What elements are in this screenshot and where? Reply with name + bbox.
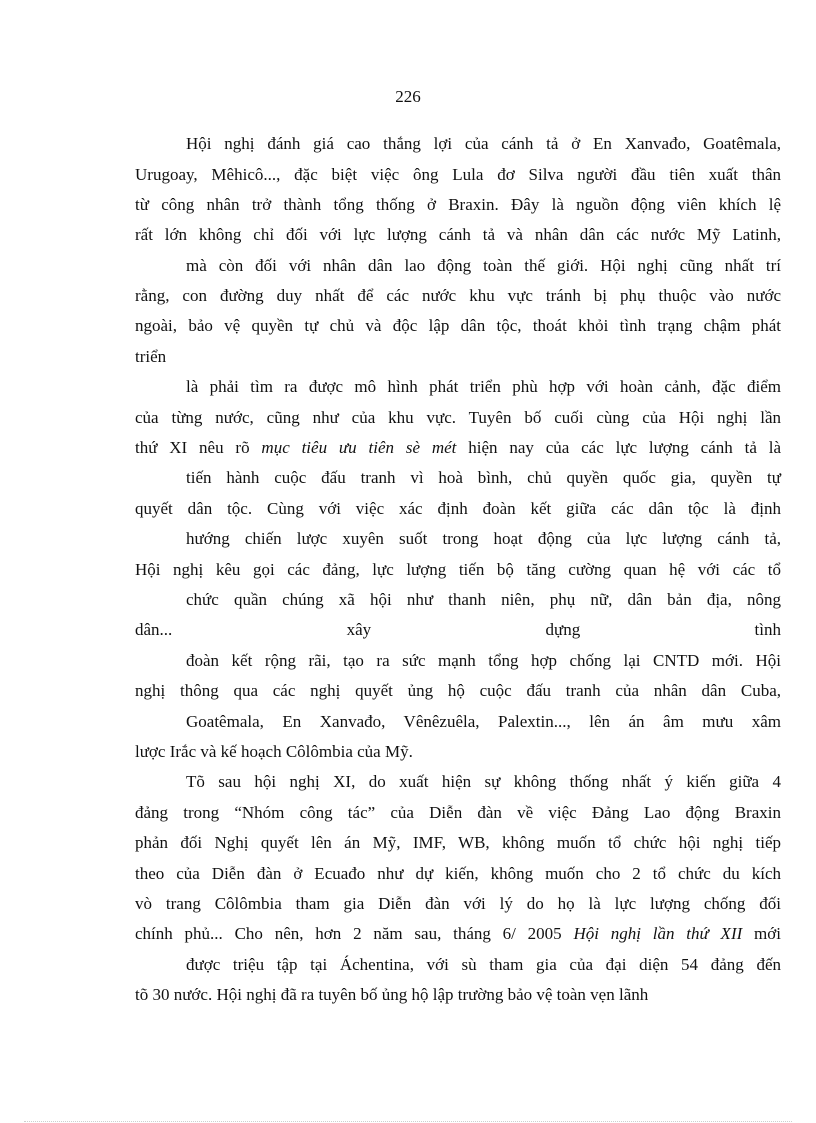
text-line: Urugoay, Mêhicô..., đặc biệt việc ông Lula đơ Silva người đầu tiên xuất thân	[135, 165, 781, 184]
word: tình	[754, 620, 781, 639]
text-line: của từng nước, cũng như của khu vực. Tuyên bố cuối cùng của Hội nghị lần	[135, 408, 781, 427]
text-line: Tõ sau hội nghị XI, do xuất hiện sự không thống nhất ý kiến giữa 4	[186, 772, 781, 791]
text-segment: mới	[742, 924, 781, 943]
page-number: 226	[395, 87, 421, 106]
italic-emphasis: Hội nghị lần thứ XII	[573, 924, 743, 943]
text-line: quyết dân tộc. Cùng với việc xác định đoàn kết giữa các dân tộc là định	[135, 499, 781, 518]
text-line: tiến hành cuộc đấu tranh vì hoà bình, chủ quyền quốc gia, quyền tự	[186, 468, 781, 487]
text-line: lược Irắc và kế hoạch Côlômbia của Mỹ.	[135, 742, 413, 761]
text-line: đoàn kết rộng rãi, tạo ra sức mạnh tổng hợp chống lại CNTD mới. Hội	[186, 651, 781, 670]
text-line: ngoài, bảo vệ quyền tự chủ và độc lập dân tộc, thoát khỏi tình trạng chậm phát	[135, 316, 781, 335]
text-line: được triệu tập tại Áchentina, với sù tham gia của đại diện 54 đảng đến	[186, 955, 781, 974]
text-line: vò trang Côlômbia tham gia Diễn đàn với lý do họ là lực lượng chống đối	[135, 894, 781, 913]
text-line: triển	[135, 347, 167, 366]
text-segment: hiện nay của các lực lượng cánh tả là	[456, 438, 781, 457]
text-line: đảng trong “Nhóm công tác” của Diễn đàn về việc Đảng Lao động Braxin	[135, 803, 781, 822]
text-segment: thứ XI nêu rõ	[135, 438, 262, 457]
text-line: Hội nghị đánh giá cao thắng lợi của cánh tả ở En Xanvađo, Goatêmala,	[186, 134, 781, 153]
text-line: tõ 30 nước. Hội nghị đã ra tuyên bố ủng hộ lập trường bảo vệ toàn vẹn lãnh	[135, 985, 649, 1004]
text-line: chức quần chúng xã hội như thanh niên, phụ nữ, dân bản địa, nông	[186, 590, 781, 609]
text-line: rất lớn không chỉ đối với lực lượng cánh tả và nhân dân các nước Mỹ Latinh,	[135, 225, 781, 244]
text-line	[135, 922, 781, 946]
word: dựng	[545, 620, 581, 639]
text-line: nghị thông qua các nghị quyết ủng hộ cuộc đấu tranh của nhân dân Cuba,	[135, 681, 781, 700]
italic-emphasis: mục tiêu ưu tiên sè mét	[261, 438, 457, 457]
text-line: theo của Diễn đàn ở Ecuađo như dự kiến, không muốn cho 2 tổ chức du kích	[135, 864, 781, 883]
text-line: là phải tìm ra được mô hình phát triển phù hợp với hoàn cảnh, đặc điểm	[186, 377, 781, 396]
text-line: từ công nhân trở thành tổng thống ở Braxin. Đây là nguồn động viên khích lệ	[135, 195, 781, 214]
text-line: hướng chiến lược xuyên suốt trong hoạt động của lực lượng cánh tả,	[186, 529, 781, 548]
text-line: rằng, con đường duy nhất để các nước khu vực tránh bị phụ thuộc vào nước	[135, 286, 781, 305]
text-segment: chính phủ... Cho nên, hơn 2 năm sau, tháng 6/ 2005	[135, 924, 574, 943]
text-line: Hội nghị kêu gọi các đảng, lực lượng tiến bộ tăng cường quan hệ với các tổ	[135, 560, 781, 579]
text-line: phản đối Nghị quyết lên án Mỹ, IMF, WB, không muốn tổ chức hội nghị tiếp	[135, 833, 781, 852]
text-line: mà còn đối với nhân dân lao động toàn thế giới. Hội nghị cũng nhất trí	[186, 256, 781, 275]
text-line	[135, 618, 781, 642]
word: dân...	[135, 620, 173, 639]
text-line: Goatêmala, En Xanvađo, Vênêzuêla, Palextin..., lên án âm mưu xâm	[186, 712, 781, 731]
page-bottom-border	[24, 1121, 792, 1122]
text-line	[135, 436, 781, 460]
word: xây	[346, 620, 372, 639]
